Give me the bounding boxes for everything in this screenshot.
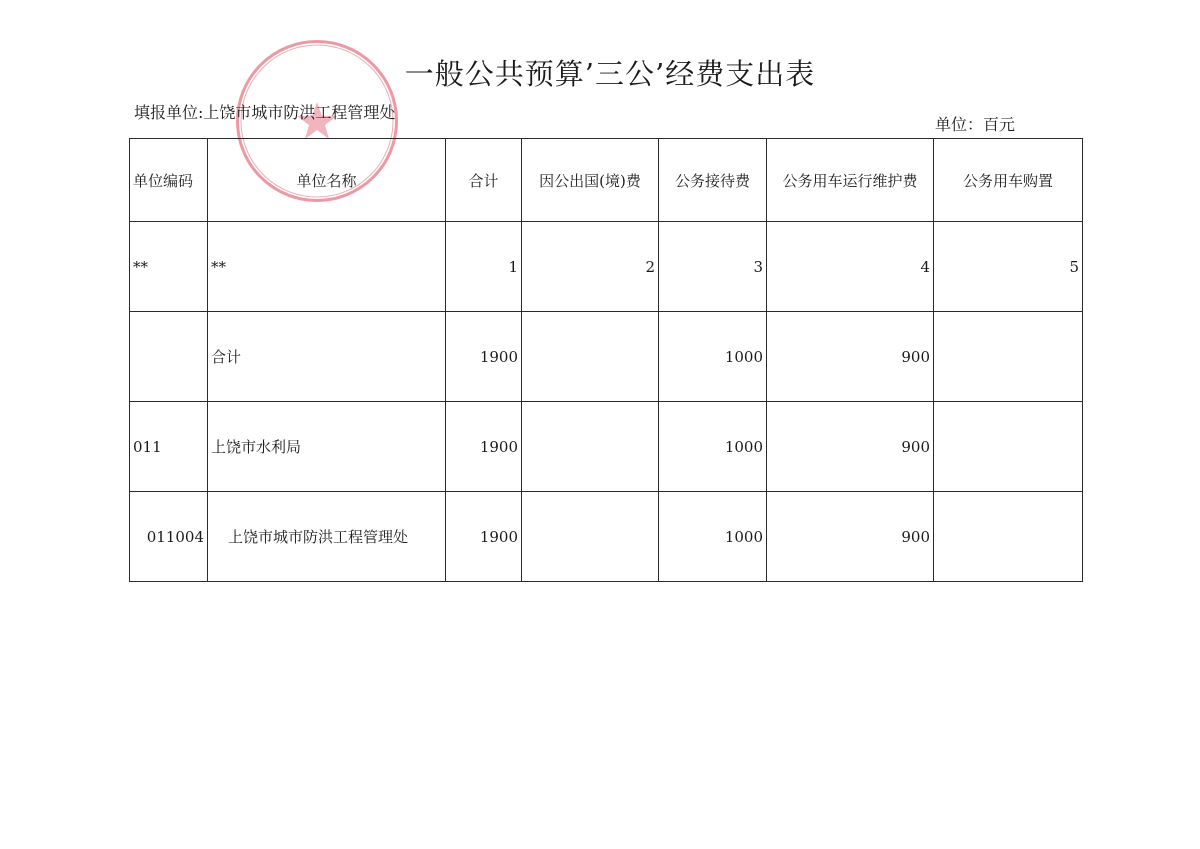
header-reception: 公务接待费 [659,139,767,222]
cell-unit-code: 011 [130,402,208,492]
header-unit-code: 单位编码 [130,139,208,222]
table-row [130,312,1083,402]
cell-vehicle-maintenance: 4 [767,222,934,312]
cell-vehicle-maintenance: 900 [767,492,934,582]
table-row [130,402,1083,492]
cell-total: 1900 [446,312,522,402]
cell-unit-name: 上饶市水利局 [208,402,446,492]
header-vehicle-purchase: 公务用车购置 [934,139,1083,222]
page-title: 一般公共预算’三公’经费支出表 [404,57,816,91]
reporting-unit: 填报单位:上饶市城市防洪工程管理处 [134,103,396,122]
cell-vehicle-purchase [934,402,1083,492]
expense-table [129,138,1083,582]
cell-overseas-travel [522,312,659,402]
cell-reception: 1000 [659,312,767,402]
cell-reception: 1000 [659,492,767,582]
cell-total: 1900 [446,492,522,582]
cell-unit-name: ** [208,222,446,312]
header-overseas-travel: 因公出国(境)费 [522,139,659,222]
cell-overseas-travel: 2 [522,222,659,312]
cell-vehicle-purchase [934,492,1083,582]
header-total: 合计 [446,139,522,222]
cell-total: 1 [446,222,522,312]
cell-vehicle-purchase [934,312,1083,402]
header-row [130,139,1083,222]
table-row [130,492,1083,582]
table-row [130,222,1083,312]
cell-reception: 3 [659,222,767,312]
cell-vehicle-maintenance: 900 [767,402,934,492]
cell-unit-code: 011004 [130,492,208,582]
cell-unit-name: 合计 [208,312,446,402]
cell-total: 1900 [446,402,522,492]
cell-unit-name: 上饶市城市防洪工程管理处 [208,492,446,582]
cell-overseas-travel [522,402,659,492]
cell-vehicle-purchase: 5 [934,222,1083,312]
cell-unit-code: ** [130,222,208,312]
cell-overseas-travel [522,492,659,582]
cell-unit-code [130,312,208,402]
header-vehicle-maintenance: 公务用车运行维护费 [767,139,934,222]
cell-vehicle-maintenance: 900 [767,312,934,402]
currency-unit: 单位：百元 [935,115,1016,134]
cell-reception: 1000 [659,402,767,492]
header-unit-name: 单位名称 [208,139,446,222]
